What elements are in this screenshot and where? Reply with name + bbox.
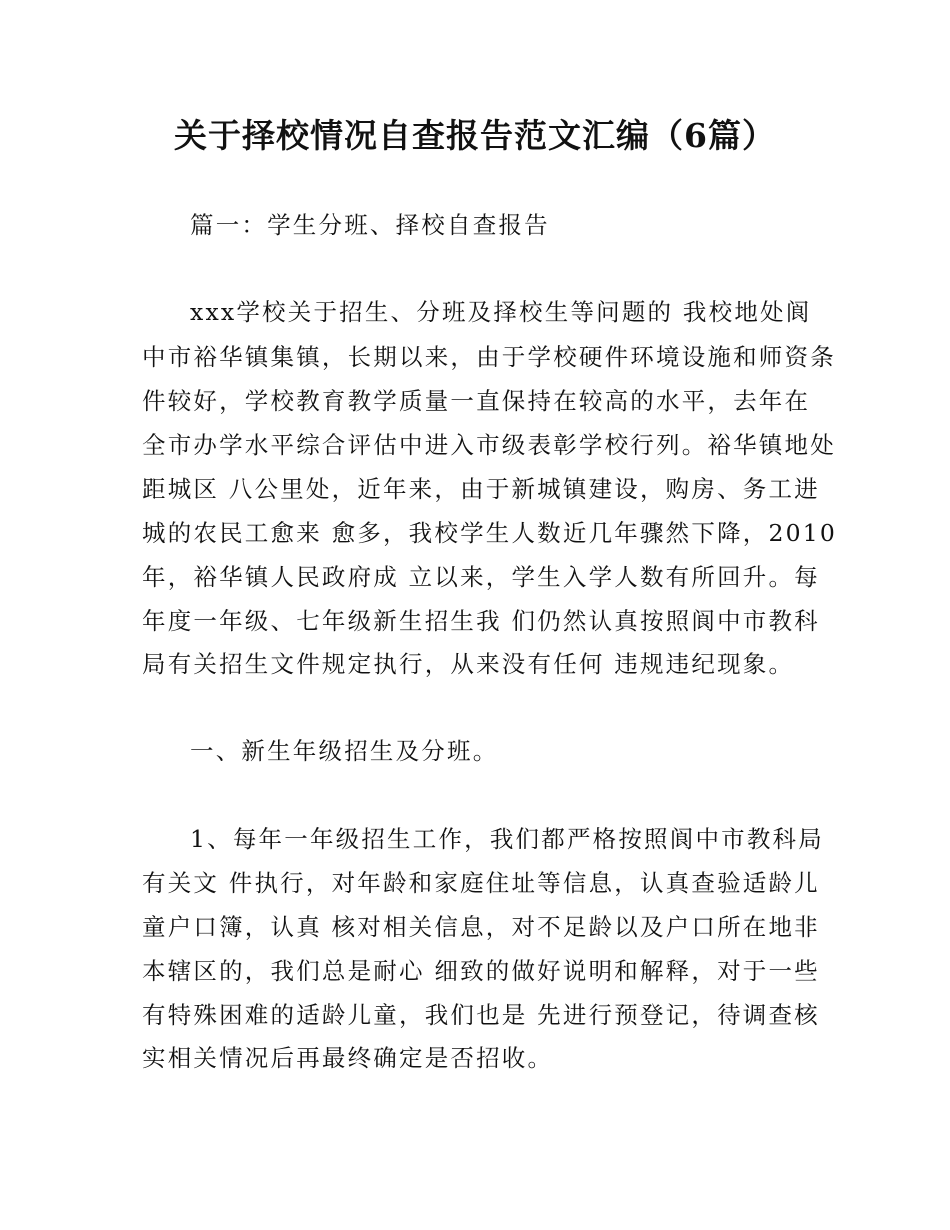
paragraph-line: 年，裕华镇人民政府成 立以来，学生入学人数有所回升。每 [142,563,820,591]
subheading-new-students: 一、新生年级招生及分班。 [190,737,499,765]
paragraph-line: 有特殊困难的适龄儿童，我们也是 先进行预登记，待调查核 [142,1001,820,1029]
paragraph-line: 有关文 件执行，对年龄和家庭住址等信息，认真查验适龄儿 [142,869,820,897]
paragraph-line: xxx学校关于招生、分班及择校生等问题的 我校地处阆 [190,298,812,326]
paragraph-line: 中市裕华镇集镇，长期以来，由于学校硬件环境设施和师资条 [142,343,836,371]
paragraph-line: 距城区 八公里处，近年来，由于新城镇建设，购房、务工进 [142,475,820,503]
section-heading: 篇一：学生分班、择校自查报告 [190,211,550,239]
paragraph-line: 年度一年级、七年级新生招生我 们仍然认真按照阆中市教科 [142,607,820,635]
paragraph-line: 童户口簿，认真 核对相关信息，对不足龄以及户口所在地非 [142,913,820,941]
paragraph-line: 本辖区的，我们总是耐心 细致的做好说明和解释，对于一些 [142,957,820,985]
paragraph-line: 局有关招生文件规定执行，从来没有任何 违规违纪现象。 [142,650,795,678]
document-title: 关于择校情况自查报告范文汇编（6篇） [174,116,776,155]
paragraph-line: 件较好，学校教育教学质量一直保持在较高的水平，去年在 [142,387,811,415]
paragraph-line: 实相关情况后再最终确定是否招收。 [142,1044,554,1072]
paragraph-line: 全市办学水平综合评估中进入市级表彰学校行列。裕华镇地处 [142,431,836,459]
paragraph-line: 1、每年一年级招生工作，我们都严格按照阆中市教科局 [190,825,824,853]
paragraph-line: 城的农民工愈来 愈多，我校学生人数近几年骤然下降，2010 [142,519,838,547]
